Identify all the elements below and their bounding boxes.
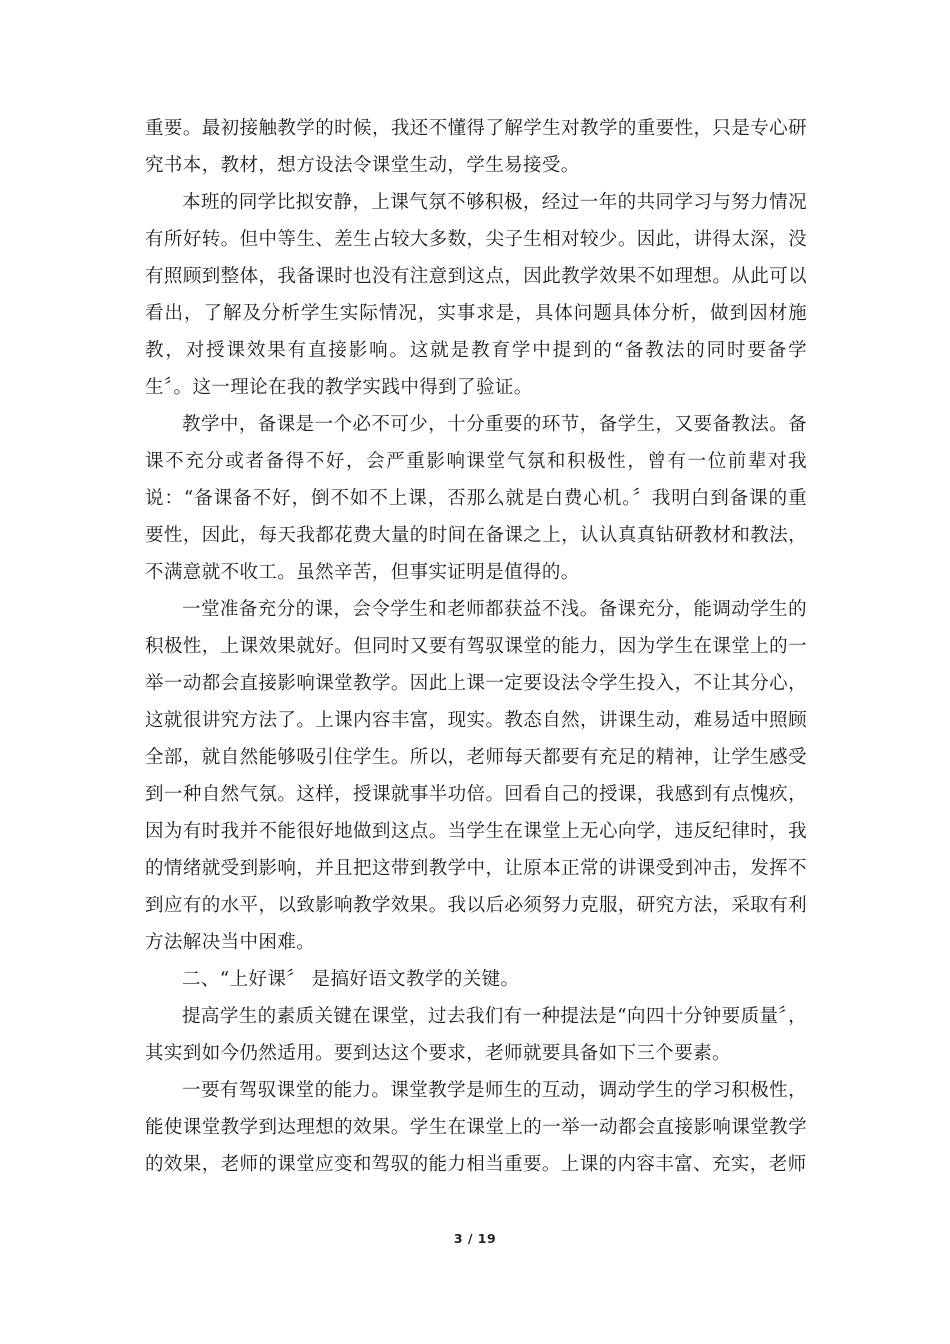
section-heading-good-lessons: 二、“上好课〞 是搞好语文教学的关键。: [182, 969, 520, 990]
page-number: 3 / 19: [453, 1231, 497, 1246]
paragraph-lesson-preparation: 教学中，备课是一个必不可少，十分重要的环节，备学生，又要备教法。备课不充分或者备得不好，会严重影响课堂气氛和积极性，曾有一位前辈对我说：“备课备不好，倒不如不上课，否那么就是白费心机。〞我明白到备课的重要性，因此，每天我都花费大量的时间在备课之上，认认真真钻研教材和教法，不满意就不收工。虽然辛苦，但事实证明是值得的。: [145, 414, 807, 583]
paragraph-classroom-control: 一要有驾驭课堂的能力。课堂教学是师生的互动，调动学生的学习积极性，能使课堂教学到达理想的效果。学生在课堂上的一举一动都会直接影响课堂教学的效果，老师的课堂应变和驾驭的能力相当重要。上课的内容丰富、充实，老师: [145, 1080, 807, 1175]
paragraph-classroom-quality: 提高学生的素质关键在课堂，过去我们有一种提法是“向四十分钟要质量〞，其实到如今仍然适用。要到达这个要求，老师就要具备如下三个要素。: [145, 1006, 807, 1064]
document-body: [145, 110, 807, 1183]
paragraph-well-prepared-lesson: 一堂准备充分的课，会令学生和老师都获益不浅。备课充分，能调动学生的积极性，上课效果就好。但同时又要有驾驭课堂的能力，因为学生在课堂上的一举一动都会直接影响课堂教学。因此上课一定要设法令学生投入，不让其分心，这就很讲究方法了。上课内容丰富，现实。教态自然，讲课生动，难易适中照顾全部，就自然能够吸引住学生。所以，老师每天都要有充足的精神，让学生感受到一种自然气氛。这样，授课就事半功倍。回看自己的授课，我感到有点愧疚，因为有时我并不能很好地做到这点。当学生在课堂上无心向学，违反纪律时，我的情绪就受到影响，并且把这带到教学中，让原本正常的讲课受到冲击，发挥不到应有的水平，以致影响教学效果。我以后必须努力克服，研究方法，采取有利方法解决当中困难。: [145, 599, 807, 953]
paragraph-class-situation: 本班的同学比拟安静，上课气氛不够积极，经过一年的共同学习与努力情况有所好转。但中等生、差生占较大多数，尖子生相对较少。因此，讲得太深，没有照顾到整体，我备课时也没有注意到这点，因此教学效果不如理想。从此可以看出，了解及分析学生实际情况，实事求是，具体问题具体分析，做到因材施教，对授课效果有直接影响。这就是教育学中提到的“备教法的同时要备学生〞。这一理论在我的教学实践中得到了验证。: [145, 192, 807, 398]
paragraph-continuation: 重要。最初接触教学的时候，我还不懂得了解学生对教学的重要性，只是专心研究书本，教材，想方设法令课堂生动，学生易接受。: [145, 118, 807, 176]
